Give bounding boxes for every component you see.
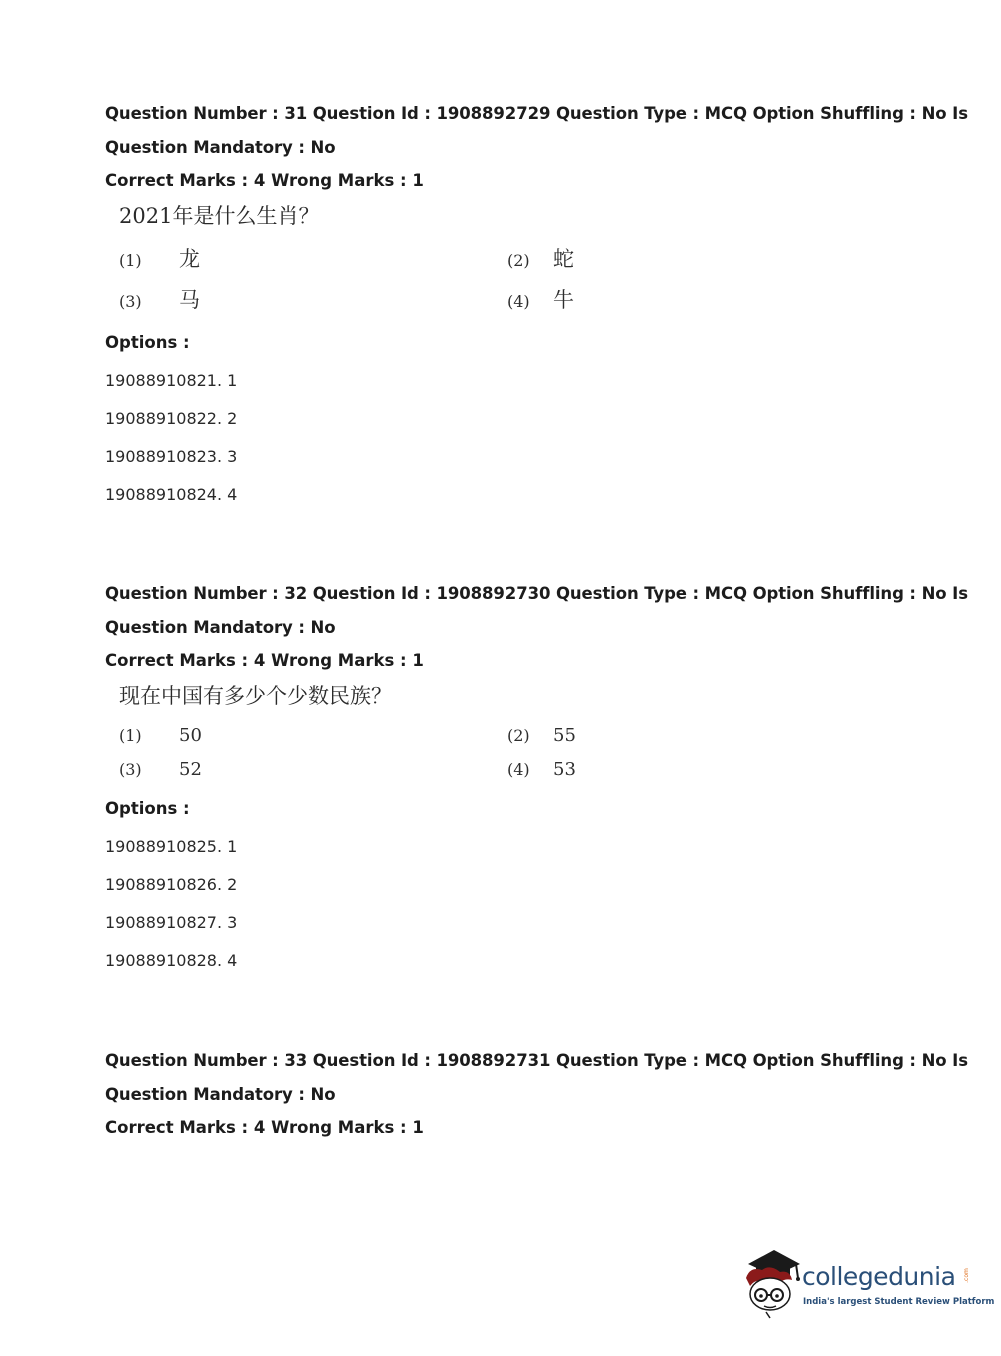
option-item: 19088910822. 2 <box>105 409 238 428</box>
option-item: 19088910823. 3 <box>105 447 238 466</box>
choice-4 <box>507 759 576 780</box>
choice-number: (1) <box>119 726 142 745</box>
question-meta-line: Question Number : 32 Question Id : 1908892730 Question Type : MCQ Option Shuffling : No Is <box>105 584 968 603</box>
choice-2 <box>507 243 574 273</box>
choice-4 <box>507 284 574 314</box>
question-marks-line: Correct Marks : 4 Wrong Marks : 1 <box>105 651 424 670</box>
question-marks-line: Correct Marks : 4 Wrong Marks : 1 <box>105 171 424 190</box>
options-label: Options : <box>105 799 190 818</box>
option-item: 19088910828. 4 <box>105 951 238 970</box>
mascot-icon <box>740 1248 802 1320</box>
question-marks-line: Correct Marks : 4 Wrong Marks : 1 <box>105 1118 424 1137</box>
option-item: 19088910825. 1 <box>105 837 238 856</box>
question-image <box>105 679 625 797</box>
logo-tagline: India's largest Student Review Platform <box>803 1297 995 1307</box>
option-item: 19088910827. 3 <box>105 913 238 932</box>
question-mandatory-line: Question Mandatory : No <box>105 1085 336 1104</box>
choice-value: 龙 <box>179 247 200 271</box>
question-mandatory-line: Question Mandatory : No <box>105 138 336 157</box>
choice-value: 52 <box>179 759 202 780</box>
question-text: 2021年是什么生肖？ <box>119 204 320 228</box>
choice-1 <box>119 243 200 273</box>
logo-suffix: .com <box>962 1268 970 1283</box>
choice-value: 蛇 <box>553 247 574 271</box>
question-image <box>105 199 625 325</box>
choice-2 <box>507 725 576 746</box>
choice-value: 55 <box>553 725 576 746</box>
options-label: Options : <box>105 333 190 352</box>
question-meta-line: Question Number : 33 Question Id : 1908892731 Question Type : MCQ Option Shuffling : No Is <box>105 1051 968 1070</box>
question-33 <box>105 1044 968 1140</box>
question-31 <box>105 97 968 507</box>
option-item: 19088910824. 4 <box>105 485 238 504</box>
choice-number: (3) <box>119 760 142 779</box>
question-mandatory-line: Question Mandatory : No <box>105 618 336 637</box>
choice-3 <box>119 759 202 780</box>
choice-number: (2) <box>507 726 530 745</box>
choice-number: (2) <box>507 251 530 270</box>
question-32 <box>105 577 968 973</box>
choice-3 <box>119 284 200 314</box>
choice-number: (3) <box>119 292 142 311</box>
question-text: 现在中国有多少个少数民族？ <box>119 684 392 708</box>
choice-value: 马 <box>179 288 200 312</box>
collegedunia-logo[interactable] <box>740 1248 995 1320</box>
option-item: 19088910826. 2 <box>105 875 238 894</box>
question-meta-line: Question Number : 31 Question Id : 1908892729 Question Type : MCQ Option Shuffling : No Is <box>105 104 968 123</box>
choice-value: 53 <box>553 759 576 780</box>
choice-value: 50 <box>179 725 202 746</box>
choice-number: (1) <box>119 251 142 270</box>
choice-value: 牛 <box>553 288 574 312</box>
choice-grid <box>119 243 625 325</box>
choice-grid <box>119 725 625 797</box>
choice-number: (4) <box>507 292 530 311</box>
option-item: 19088910821. 1 <box>105 371 238 390</box>
choice-number: (4) <box>507 760 530 779</box>
logo-wordmark: collegedunia <box>802 1262 956 1291</box>
choice-1 <box>119 725 202 746</box>
